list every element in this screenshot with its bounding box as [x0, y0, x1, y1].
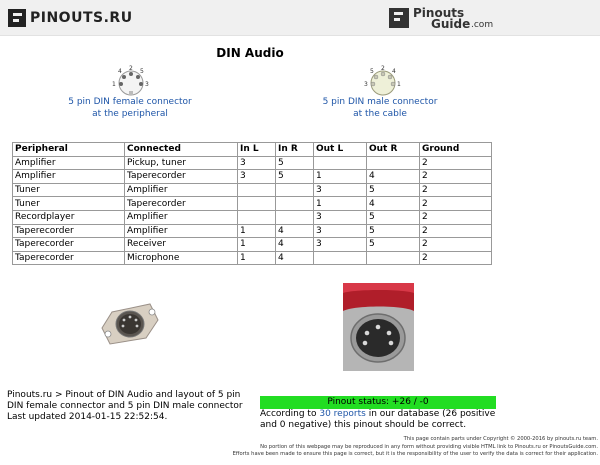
- breadcrumb-current-page: Pinout of DIN Audio and layout of 5 pin DIN female connector and 5 pin DIN male connector: [7, 390, 243, 411]
- cell-ground: 2: [420, 224, 492, 238]
- cell-connected: Pickup, tuner: [125, 156, 238, 170]
- table-header-row: [13, 143, 492, 157]
- cell-in-r: 4: [276, 251, 314, 265]
- status-text-before: According to: [260, 409, 320, 419]
- col-header-connected: Connected: [125, 143, 238, 157]
- cell-in-r: 5: [276, 156, 314, 170]
- cell-in-r: 5: [276, 170, 314, 184]
- cell-in-r: 4: [276, 238, 314, 252]
- cell-out-l: [314, 156, 367, 170]
- female-pin-label-1: 1: [112, 81, 116, 88]
- female-pin-label-2: 2: [129, 65, 133, 72]
- cell-peripheral: Amplifier: [13, 156, 125, 170]
- site-header: [0, 0, 600, 36]
- male-pin-label-1: 1: [397, 81, 401, 88]
- cell-in-l: [238, 210, 276, 224]
- col-header-out-l: Out L: [314, 143, 367, 157]
- col-header-in-r: In R: [276, 143, 314, 157]
- cell-out-l: 3: [314, 183, 367, 197]
- male-pin-label-2: 2: [381, 65, 385, 72]
- din-male-connector-diagram: [360, 64, 406, 98]
- cell-in-l: 1: [238, 251, 276, 265]
- cell-out-r: 4: [367, 197, 420, 211]
- cell-in-r: [276, 197, 314, 211]
- cell-connected: Taperecorder: [125, 170, 238, 184]
- pinoutsguide-logo-line1: Pinouts: [413, 6, 465, 20]
- col-header-ground: Ground: [420, 143, 492, 157]
- cell-in-l: 3: [238, 156, 276, 170]
- table-row: [13, 210, 492, 224]
- male-pin-label-4: 4: [392, 68, 396, 75]
- cell-in-l: 1: [238, 238, 276, 252]
- cell-out-r: [367, 251, 420, 265]
- cell-out-l: 1: [314, 170, 367, 184]
- cell-out-r: 5: [367, 210, 420, 224]
- status-text-after: in our database (26 positive and 0 negative) this pinout should be correct.: [260, 409, 496, 430]
- cell-in-r: 4: [276, 224, 314, 238]
- cell-in-l: 3: [238, 170, 276, 184]
- cell-ground: 2: [420, 210, 492, 224]
- pinoutsguide-logo-tld: .com: [471, 20, 494, 30]
- pinout-table: [12, 142, 492, 265]
- table-row: [13, 197, 492, 211]
- cell-peripheral: Taperecorder: [13, 224, 125, 238]
- pinoutsguide-logo[interactable]: [389, 4, 499, 32]
- cell-in-l: [238, 197, 276, 211]
- pinouts-logo-icon: [8, 9, 26, 27]
- cell-out-r: 4: [367, 170, 420, 184]
- cell-connected: Taperecorder: [125, 197, 238, 211]
- cell-ground: 2: [420, 197, 492, 211]
- copyright-line-1: This page contain parts under Copyright © 2000-2016 by pinouts.ru team.: [403, 436, 598, 442]
- breadcrumb: [7, 390, 243, 411]
- female-connector-photo[interactable]: [98, 298, 160, 350]
- cell-out-r: 5: [367, 183, 420, 197]
- table-row: [13, 238, 492, 252]
- cell-out-r: [367, 156, 420, 170]
- cell-connected: Amplifier: [125, 210, 238, 224]
- female-pin-label-5: 5: [140, 68, 144, 75]
- breadcrumb-separator: >: [52, 390, 66, 400]
- cell-out-l: 1: [314, 197, 367, 211]
- female-connector-caption[interactable]: [50, 96, 210, 120]
- male-connector-line1: 5 pin DIN male connector: [322, 97, 438, 107]
- pinout-status-badge: Pinout status: +26 / -0: [260, 396, 496, 409]
- table-row: [13, 170, 492, 184]
- col-header-out-r: Out R: [367, 143, 420, 157]
- cell-out-l: 3: [314, 238, 367, 252]
- cell-peripheral: Tuner: [13, 197, 125, 211]
- cell-in-l: 1: [238, 224, 276, 238]
- table-row: [13, 251, 492, 265]
- female-connector-line1: 5 pin DIN female connector: [68, 97, 192, 107]
- male-connector-photo[interactable]: [343, 283, 414, 371]
- cell-connected: Amplifier: [125, 224, 238, 238]
- page-title: DIN Audio: [216, 46, 284, 60]
- cell-peripheral: Amplifier: [13, 170, 125, 184]
- col-header-in-l: In L: [238, 143, 276, 157]
- last-updated: Last updated 2014-01-15 22:52:54.: [7, 412, 168, 422]
- cell-ground: 2: [420, 170, 492, 184]
- male-connector-line2: at the cable: [353, 109, 407, 119]
- cell-in-r: [276, 183, 314, 197]
- cell-connected: Microphone: [125, 251, 238, 265]
- cell-in-l: [238, 183, 276, 197]
- cell-connected: Amplifier: [125, 183, 238, 197]
- cell-in-r: [276, 210, 314, 224]
- pinout-status-description: [260, 409, 496, 431]
- copyright-line-3: Efforts have been made to ensure this page is correct, but it is the responsibility of the user to verify the data is correct for their application.: [232, 451, 598, 458]
- cell-out-l: 3: [314, 224, 367, 238]
- pinoutsguide-logo-icon: [389, 8, 409, 28]
- table-row: [13, 156, 492, 170]
- copyright-line-2: No portion of this webpage may be reproduced in any form without providing visible HTML link to Pinouts.ru or PinoutsGuide.com.: [260, 443, 598, 450]
- col-header-peripheral: Peripheral: [13, 143, 125, 157]
- female-pin-label-3: 3: [145, 81, 149, 88]
- reports-link[interactable]: 30 reports: [319, 409, 366, 419]
- male-pin-label-5: 5: [370, 68, 374, 75]
- cell-ground: 2: [420, 251, 492, 265]
- cell-connected: Receiver: [125, 238, 238, 252]
- cell-out-l: 3: [314, 210, 367, 224]
- cell-peripheral: Recordplayer: [13, 210, 125, 224]
- male-pin-label-3: 3: [364, 81, 368, 88]
- cell-ground: 2: [420, 183, 492, 197]
- cell-out-r: 5: [367, 224, 420, 238]
- pinouts-ru-logo-text: PINOUTS.RU: [30, 10, 133, 26]
- breadcrumb-home-link[interactable]: Pinouts.ru: [7, 390, 53, 400]
- cell-out-l: [314, 251, 367, 265]
- pinouts-ru-logo[interactable]: [8, 8, 133, 28]
- page-footer-info: [7, 390, 252, 423]
- cell-out-r: 5: [367, 238, 420, 252]
- cell-peripheral: Tuner: [13, 183, 125, 197]
- cell-ground: 2: [420, 156, 492, 170]
- male-connector-caption[interactable]: [300, 96, 460, 120]
- cell-peripheral: Taperecorder: [13, 238, 125, 252]
- table-row: [13, 224, 492, 238]
- cell-ground: 2: [420, 238, 492, 252]
- din-female-connector-diagram: [108, 64, 154, 98]
- female-pin-label-4: 4: [118, 68, 122, 75]
- female-connector-line2: at the peripheral: [92, 109, 168, 119]
- copyright-notice: [100, 436, 598, 459]
- cell-peripheral: Taperecorder: [13, 251, 125, 265]
- table-row: [13, 183, 492, 197]
- pinoutsguide-logo-line2: Guide: [431, 17, 471, 31]
